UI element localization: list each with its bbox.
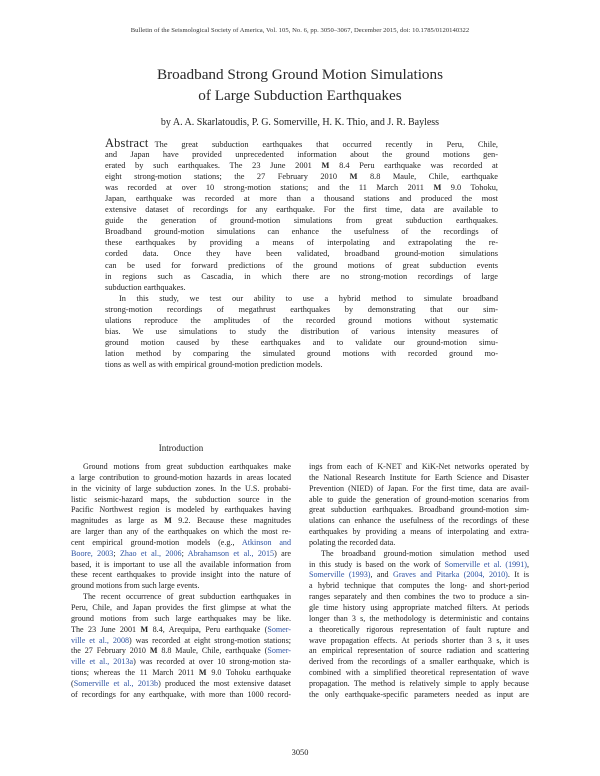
body-line: a large contribution to ground-motion hazards in areas located [71, 472, 291, 482]
abstract-line: In this study, we test our ability to use a hybrid method to simulate broadband [119, 293, 498, 303]
citation-link[interactable]: Atkinson and [241, 537, 292, 547]
abstract-line: ground motion caused by these earthquakes and to validate our ground-motion simu- [105, 337, 498, 347]
abstract-line: bias. We use simulations to study the distribution of various intensity measures of [105, 326, 498, 336]
abstract-line: in regions such as Cascadia, in which there are no strong-motion recordings of large [105, 271, 498, 281]
body-line: polating the recorded data. [309, 537, 396, 547]
body-line: longer than 3 s, the methodology is deterministic and contains [309, 613, 529, 623]
body-line [71, 549, 291, 560]
citation-link[interactable]: Somer- [267, 624, 291, 634]
body-text: . It is [507, 570, 529, 580]
abstract-line: was recorded at over 10 strong-motion stations; and the 11 March 2011 M 9.0 Tohoku, [105, 183, 498, 193]
body-line: are larger than any of the earthquakes on which the most re- [71, 527, 291, 537]
citation-link[interactable]: Somerville et al., 2013b [73, 678, 159, 688]
body-text: in this study is based on the work of [309, 559, 441, 569]
section-heading-introduction: Introduction [158, 443, 204, 453]
abstract [105, 138, 498, 370]
abstract-line: extensive dataset of recordings for any earthquake. For the first time, data are available to [105, 205, 498, 215]
body-text: ) was recorded at over 10 strong-motion sta- [133, 657, 291, 667]
body-line: Ground motions from great subduction earthquakes make [83, 462, 291, 471]
citation-link[interactable]: ville et al., 2013a [71, 657, 134, 667]
body-text: , [526, 559, 529, 569]
body-line: The broadband ground-motion simulation method used [321, 548, 529, 558]
body-line: combined with a simplified theoretical representation of wave [309, 668, 529, 678]
body-line [71, 538, 291, 549]
body-line: based, it is important to use all the available information from [71, 559, 291, 569]
body-text: the 27 February 2010 M 8.8 Maule, Chile, earthquake ( [71, 646, 268, 656]
citation-link[interactable]: Boore, 2003 [71, 548, 114, 558]
body-line: The recent occurrence of great subduction earthquakes in [83, 592, 291, 602]
body-line: propagation. The method is relatively simple to apply because [309, 678, 529, 688]
citation-link[interactable]: ville et al., 2008 [71, 635, 130, 645]
right-column [309, 462, 529, 701]
body-line: a theoretically rigorous representation of fault rupture and [309, 624, 529, 634]
body-line: Prevention (NIED) of Japan. For the first time, data are avail- [309, 483, 529, 493]
citation-link[interactable]: Abrahamson et al., 2015 [187, 548, 275, 558]
body-line: in the vicinity of large subduction zones. In the U.S. probabi- [71, 483, 291, 493]
body-line [309, 570, 529, 581]
citation-link[interactable]: Somerville (1993) [309, 570, 371, 580]
page-number: 3050 [291, 748, 309, 757]
body-text: The 23 June 2001 M 8.4, Arequipa, Peru earthquake ( [71, 624, 268, 634]
body-line [71, 679, 291, 690]
body-line [71, 636, 291, 647]
body-line: of recordings for any earthquake, with more than 1000 record- [71, 689, 291, 699]
body-line: ranges separately and then combines the two to produce a sin- [309, 592, 529, 602]
body-line [71, 625, 291, 636]
abstract-line: corded data. Once they have been validated, broadband ground-motion simulations [105, 249, 498, 259]
body-text: ) are [274, 548, 291, 558]
body-line: these recent earthquakes to provide insight into the nature of [71, 570, 291, 580]
body-text: ; [113, 548, 116, 558]
left-column [71, 462, 291, 701]
body-line: ground motions from such large earthquakes may be like. [71, 613, 291, 623]
journal-header: Bulletin of the Seismological Society of America, Vol. 105, No. 6, pp. 3050–3067, December 2015, doi: 10.1785/0120140322 [130, 27, 470, 34]
title-line-1: Broadband Strong Ground Motion Simulations [156, 66, 444, 83]
body-line: ground motions from such large events. [71, 581, 200, 591]
body-line [71, 657, 291, 668]
abstract-line: can be used for forward predictions of the ground motions of great subduction events [105, 260, 498, 270]
abstract-line: lation method by comparing the simulated ground motions with recorded ground mo- [105, 348, 498, 358]
body-line: an empirical representation of source radiation and scattering [309, 646, 529, 656]
body-line: Peru, Chile, and Japan provides the first glimpse at what the [71, 602, 291, 612]
body-text: , and [370, 570, 389, 580]
abstract-line: The great subduction earthquakes that occurred recently in Peru, Chile, [154, 140, 498, 149]
body-line: Pacific Northwest region is modeled by earthquakes having [71, 505, 291, 515]
body-line: magnitudes as large as M 9.2. Because these magnitudes [71, 516, 291, 526]
author-list: by A. A. Skarlatoudis, P. G. Somerville, H. K. Thio, and J. R. Bayless [160, 117, 440, 128]
abstract-line: strong-motion recordings of megathrust earthquakes by demonstrating that our sim- [105, 304, 498, 314]
abstract-line: Japan, earthquake was recorded at more than a thousand stations and produced the most [105, 194, 498, 204]
body-line: ulations can enhance the usefulness of the recordings of these [309, 516, 529, 526]
body-line: ings from each of K-NET and KiK-Net networks operated by [309, 462, 529, 471]
body-line: a hybrid technique that computes the long- and short-period [309, 581, 529, 591]
abstract-label: Abstract [105, 136, 149, 150]
body-line: tions; whereas the 11 March 2011 M 9.0 Tohoku earthquake [71, 668, 292, 678]
abstract-line: tions as well as with empirical ground-motion prediction models. [105, 359, 323, 369]
body-line: derived from the recordings of a smaller earthquake, which is [309, 657, 529, 667]
body-line: gle time history using appropriate matched filters. At periods [309, 602, 529, 612]
body-text: cent empirical ground-motion models (e.g., [71, 537, 235, 547]
body-text: ) produced the most extensive dataset [158, 678, 291, 688]
body-line: the only earthquake-specific parameters needed as input are [309, 689, 529, 699]
body-line: great subduction earthquakes. Broadband ground-motion sim- [309, 505, 529, 515]
citation-link[interactable]: Zhao et al., 2006 [119, 548, 182, 558]
abstract-line: guide the generation of ground-motion simulations from great subduction earthquakes. [105, 216, 498, 226]
title-line-2: of Large Subduction Earthquakes [198, 87, 402, 104]
body-line [309, 560, 529, 571]
abstract-line: Broadband ground-motion simulations can enhance the usefulness of the recordings of [105, 227, 498, 237]
body-text: ; [181, 548, 184, 558]
body-text: ( [71, 678, 74, 688]
citation-link[interactable]: Somer- [267, 646, 291, 656]
body-line: able to guide the generation of ground-motion scenarios from [309, 494, 529, 504]
citation-link[interactable]: Graves and Pitarka (2004, 2010) [392, 570, 508, 580]
body-line [71, 646, 291, 657]
body-text: ) was recorded at eight strong-motion stations; [129, 635, 291, 645]
abstract-line: subduction earthquakes. [105, 282, 186, 292]
abstract-first-line [105, 138, 498, 149]
abstract-line: these earthquakes by providing a means of interpolating and extrapolating the re- [105, 238, 498, 248]
abstract-line: eight strong-motion stations; the 27 February 2010 M 8.8 Maule, Chile, earthquake [105, 172, 499, 182]
body-line: wave propagation effects. At periods shorter than 3 s, it uses [309, 635, 529, 645]
abstract-line: ulations reproduce the amplitudes of the recorded ground motions without systematic [105, 315, 498, 325]
body-line: listic seismic-hazard maps, the subduction source in the [71, 494, 291, 504]
body-line: the National Research Institute for Earth Science and Disaster [309, 472, 529, 482]
abstract-line: erated by such earthquakes. The 23 June 2001 M 8.4 Peru earthquake was recorded at [105, 161, 498, 171]
abstract-line: and Japan have provided unprecedented information about the ground motions gen- [105, 150, 498, 160]
body-line: earthquakes by providing a means of interpolating and extra- [309, 527, 529, 537]
citation-link[interactable]: Somerville et al. (1991) [444, 559, 527, 569]
paper-title [0, 64, 600, 106]
